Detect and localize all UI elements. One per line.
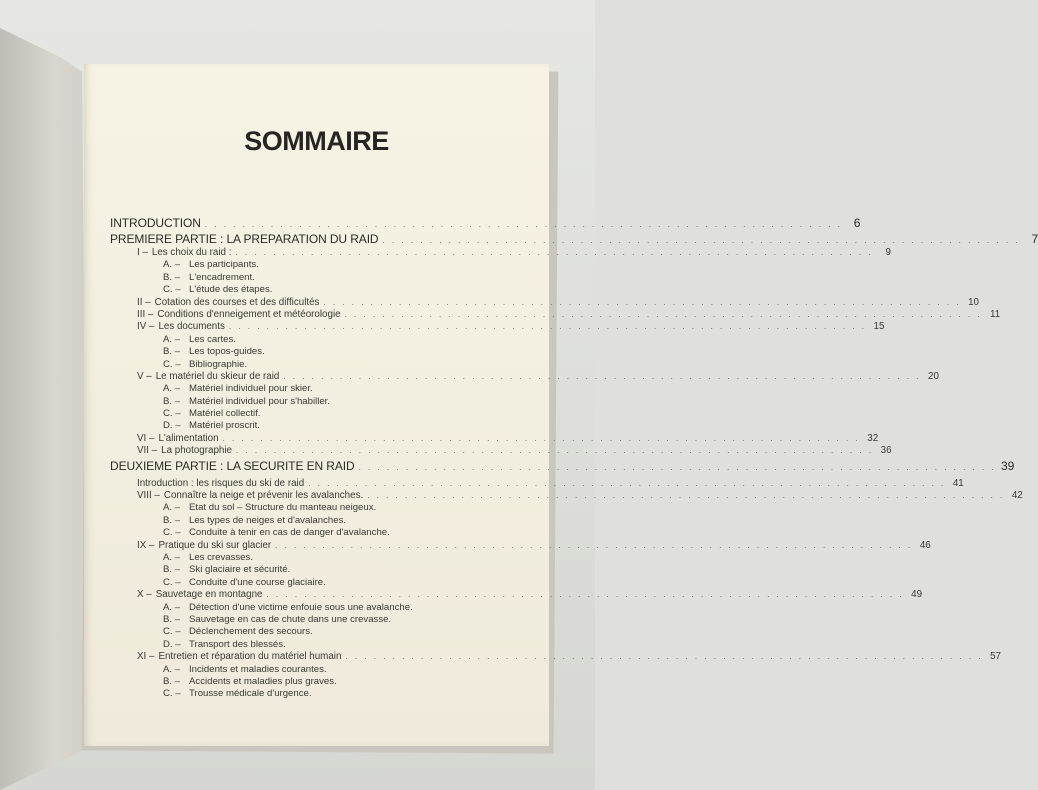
toc-dot-leader: . . . . . . . . . . . . . . . . . . . . . . . . . . . . . . . . . . . . . . . . . . . . . . . . . . . . . . . . . . . . . . . . . . . . (382, 236, 1021, 245)
toc-subsection-entry (110, 334, 522, 346)
toc-entry-label: Détection d'une victime enfouie sous une avalanche. (189, 601, 413, 613)
toc-chapter-entry (110, 432, 879, 445)
toc-entry-number: VI – (137, 432, 155, 444)
toc-page-number: 36 (880, 445, 892, 457)
toc-page-number: 20 (928, 370, 939, 382)
toc-entry-label: Le matériel du skieur de raid (155, 370, 280, 382)
toc-entry-number: C. – (163, 576, 181, 588)
table-of-contents (110, 215, 1038, 701)
toc-page-number: 9 (885, 247, 891, 258)
toc-entry-label: Conduite à tenir en cas de danger d'avalanche. (189, 527, 390, 539)
toc-entry-number: C. – (163, 626, 181, 638)
toc-entry-label: Les crevasses. (189, 551, 253, 563)
toc-page-number: 11 (989, 308, 1001, 320)
toc-dot-leader: . . . . . . . . . . . . . . . . . . . . . . . . . . . . . . . . . . . . . . . . . . . . . . . . . . . . . . . . . . . . . . . . . . . . (283, 371, 921, 381)
toc-dot-leader: . . . . . . . . . . . . . . . . . . . . . . . . . . . . . . . . . . . . . . . . . . . . . . . . . . . . . . . . . . . . . . . . . . . . (266, 590, 905, 600)
toc-subsection-entry (110, 346, 522, 358)
toc-chapter-entry (110, 539, 931, 552)
toc-entry-number: B. – (163, 271, 181, 283)
toc-entry-label: Conditions d'enneigement et météorologie (157, 308, 341, 320)
toc-dot-leader: . . . . . . . . . . . . . . . . . . . . . . . . . . . . . . . . . . . . . . . . . . . . . . . . . . . . . . . . . . . . . . . . . . . . (235, 248, 873, 257)
toc-entry-label: Conduite d'une course glaciaire. (189, 576, 326, 588)
toc-entry-label: Les documents (158, 321, 225, 333)
toc-subsection-entry (110, 272, 522, 284)
toc-page-number: 41 (952, 477, 964, 489)
toc-subsection-entry (110, 564, 522, 576)
toc-subsection-entry (110, 602, 522, 614)
toc-chapter-entry (110, 477, 964, 490)
toc-dot-leader: . . . . . . . . . . . . . . . . . . . . . . . . . . . . . . . . . . . . . . . . . . . . . . . . . . . . . . . . . . . . . . . . . . . . (367, 491, 1005, 501)
toc-page-number: 32 (867, 432, 879, 444)
document-page (84, 64, 1038, 746)
toc-subsection-entry (110, 527, 522, 539)
toc-entry-label: Matériel individuel pour s'habiller. (189, 395, 331, 407)
toc-subsection-entry (110, 502, 522, 514)
toc-entry-number: C. – (163, 688, 181, 700)
toc-subsection-entry (110, 639, 522, 651)
toc-entry-number: B. – (163, 675, 181, 687)
toc-chapter-entry (110, 247, 891, 259)
toc-entry-label: Bibliographie. (189, 358, 248, 370)
toc-entry-label: Les cartes. (189, 333, 236, 345)
toc-entry-label: L'alimentation (158, 432, 219, 444)
toc-entry-label: Les choix du raid : (151, 247, 232, 258)
toc-dot-leader: . . . . . . . . . . . . . . . . . . . . . . . . . . . . . . . . . . . . . . . . . . . . . . . . . . . . . . . . . . . . . . . . . . . . (204, 220, 843, 229)
toc-entry-label: Transport des blessés. (189, 638, 286, 650)
toc-entry-number: B. – (163, 564, 181, 576)
toc-subsection-entry (110, 688, 522, 700)
toc-page-number: 57 (990, 651, 1001, 663)
toc-entry-label: Sauvetage en cas de chute dans une crevasse. (189, 613, 392, 625)
toc-entry-number: A. – (163, 601, 181, 613)
toc-subsection-entry (110, 420, 522, 432)
toc-entry-label: Entretien et réparation du matériel humain (158, 651, 342, 663)
toc-dot-leader: . . . . . . . . . . . . . . . . . . . . . . . . . . . . . . . . . . . . . . . . . . . . . . . . . . . . . . . . . . . . . . . . . . . . (344, 309, 983, 319)
toc-subsection-entry (110, 577, 522, 589)
toc-part-heading (110, 231, 1038, 247)
toc-entry-label: Les participants. (189, 259, 259, 271)
toc-entry-label: Etat du sol – Structure du manteau neigeux. (189, 502, 377, 514)
toc-dot-leader: . . . . . . . . . . . . . . . . . . . . . . . . . . . . . . . . . . . . . . . . . . . . . . . . . . . . . . . . . . . . . . . . . . . . (235, 446, 874, 456)
toc-subsection-entry (110, 284, 522, 296)
toc-subsection-entry (110, 515, 522, 527)
toc-entry-label: Introduction : les risques du ski de raid (137, 477, 305, 489)
toc-entry-label: L'encadrement. (189, 271, 255, 283)
toc-entry-label: Sauvetage en montagne (155, 589, 263, 601)
toc-entry-number: C. – (163, 408, 181, 420)
toc-subsection-entry (110, 676, 522, 688)
toc-entry-number: IV – (137, 321, 155, 333)
toc-page-number: 15 (873, 321, 885, 333)
toc-subsection-entry (110, 626, 522, 638)
toc-entry-number: B. – (163, 613, 181, 625)
toc-entry-number: B. – (163, 514, 181, 526)
toc-chapter-entry (110, 490, 1023, 502)
toc-entry-label: Pratique du ski sur glacier (158, 539, 272, 551)
toc-entry-number: VIII – (137, 490, 160, 502)
toc-part-heading (110, 215, 861, 231)
toc-page-number: 10 (968, 296, 980, 308)
toc-chapter-entry (110, 321, 885, 333)
toc-chapter-entry (110, 589, 923, 601)
toc-entry-label: Les types de neiges et d'avalanches. (189, 514, 347, 526)
toc-entry-number: I – (137, 247, 148, 258)
toc-dot-leader: . . . . . . . . . . . . . . . . . . . . . . . . . . . . . . . . . . . . . . . . . . . . . . . . . . . . . . . . . . . . . . . . . . . . (323, 297, 962, 307)
toc-entry-label: Déclenchement des secours. (189, 626, 313, 638)
page-title: SOMMAIRE (244, 126, 389, 156)
toc-subsection-entry (110, 359, 522, 371)
toc-entry-number: V – (137, 370, 152, 382)
toc-entry-number: X – (137, 589, 152, 601)
toc-entry-number: XI – (137, 651, 155, 663)
toc-entry-label: Cotation des courses et des difficultés (154, 296, 320, 308)
toc-subsection-entry (110, 396, 522, 408)
toc-entry-label: INTRODUCTION (110, 216, 201, 230)
toc-dot-leader: . . . . . . . . . . . . . . . . . . . . . . . . . . . . . . . . . . . . . . . . . . . . . . . . . . . . . . . . . . . . . . . . . . . . (222, 433, 861, 443)
toc-entry-label: Matériel proscrit. (189, 420, 260, 432)
toc-entry-label: L'étude des étapes. (189, 284, 273, 296)
toc-page-number: 7 (1031, 232, 1038, 246)
toc-entry-number: II – (137, 296, 151, 308)
toc-dot-leader: . . . . . . . . . . . . . . . . . . . . . . . . . . . . . . . . . . . . . . . . . . . . . . . . . . . . . . . . . . . . . . . . . . . . (308, 478, 946, 488)
toc-entry-number: A. – (163, 383, 181, 395)
toc-subsection-entry (110, 259, 522, 271)
toc-entry-label: Connaître la neige et prévenir les avalanches. (163, 490, 364, 502)
toc-dot-leader: . . . . . . . . . . . . . . . . . . . . . . . . . . . . . . . . . . . . . . . . . . . . . . . . . . . . . . . . . . . . . . . . . . . . (358, 462, 997, 472)
toc-subsection-entry (110, 408, 522, 420)
toc-entry-label: Matériel individuel pour skier. (189, 383, 313, 395)
toc-page-number: 6 (853, 216, 861, 230)
toc-page-number: 49 (911, 589, 923, 601)
toc-entry-label: Accidents et maladies plus graves. (189, 675, 337, 687)
toc-entry-label: La photographie (161, 445, 232, 457)
toc-entry-number: A. – (163, 663, 181, 675)
toc-entry-number: A. – (163, 259, 181, 271)
toc-chapter-entry (110, 445, 892, 457)
toc-entry-label: DEUXIEME PARTIE : LA SECURITE EN RAID (110, 458, 355, 473)
toc-entry-number: D. – (163, 420, 181, 432)
toc-entry-number: A. – (163, 551, 181, 563)
toc-subsection-entry (110, 614, 522, 626)
toc-dot-leader: . . . . . . . . . . . . . . . . . . . . . . . . . . . . . . . . . . . . . . . . . . . . . . . . . . . . . . . . . . . . . . . . . . . . (345, 652, 983, 662)
toc-entry-number: VII – (137, 445, 158, 457)
toc-dot-leader: . . . . . . . . . . . . . . . . . . . . . . . . . . . . . . . . . . . . . . . . . . . . . . . . . . . . . . . . . . . . . . . . . . . . (275, 540, 913, 550)
toc-page-number: 46 (919, 539, 931, 551)
toc-entry-number: B. – (163, 346, 181, 358)
toc-entry-label: Matériel collectif. (189, 408, 261, 420)
toc-page-number: 42 (1011, 490, 1023, 502)
toc-chapter-entry (110, 308, 1001, 321)
toc-page-number: 39 (1001, 458, 1015, 473)
toc-entry-label: Trousse médicale d'urgence. (189, 688, 312, 700)
toc-entry-number: A. – (163, 502, 181, 514)
toc-entry-number: C. – (163, 527, 181, 539)
toc-entry-number: B. – (163, 395, 181, 407)
toc-part-heading (110, 458, 1015, 474)
toc-entry-label: Incidents et maladies courantes. (189, 663, 327, 675)
toc-entry-number: A. – (163, 333, 181, 345)
toc-entry-label: PREMIERE PARTIE : LA PREPARATION DU RAID (110, 232, 379, 246)
toc-entry-label: Les topos-guides. (189, 346, 265, 358)
toc-entry-label: Ski glaciaire et sécurité. (189, 564, 291, 576)
toc-subsection-entry (110, 664, 522, 676)
toc-subsection-entry (110, 383, 522, 395)
toc-chapter-entry (110, 296, 980, 309)
toc-entry-number: D. – (163, 638, 181, 650)
toc-entry-number: III – (137, 308, 154, 320)
toc-dot-leader: . . . . . . . . . . . . . . . . . . . . . . . . . . . . . . . . . . . . . . . . . . . . . . . . . . . . . . . . . . . . . . . . . . . . (228, 322, 867, 332)
toc-entry-number: C. – (163, 284, 181, 296)
toc-subsection-entry (110, 552, 522, 564)
toc-chapter-entry (110, 651, 1001, 663)
toc-entry-number: IX – (137, 539, 155, 551)
toc-entry-number: C. – (163, 358, 181, 370)
toc-chapter-entry (110, 370, 939, 383)
